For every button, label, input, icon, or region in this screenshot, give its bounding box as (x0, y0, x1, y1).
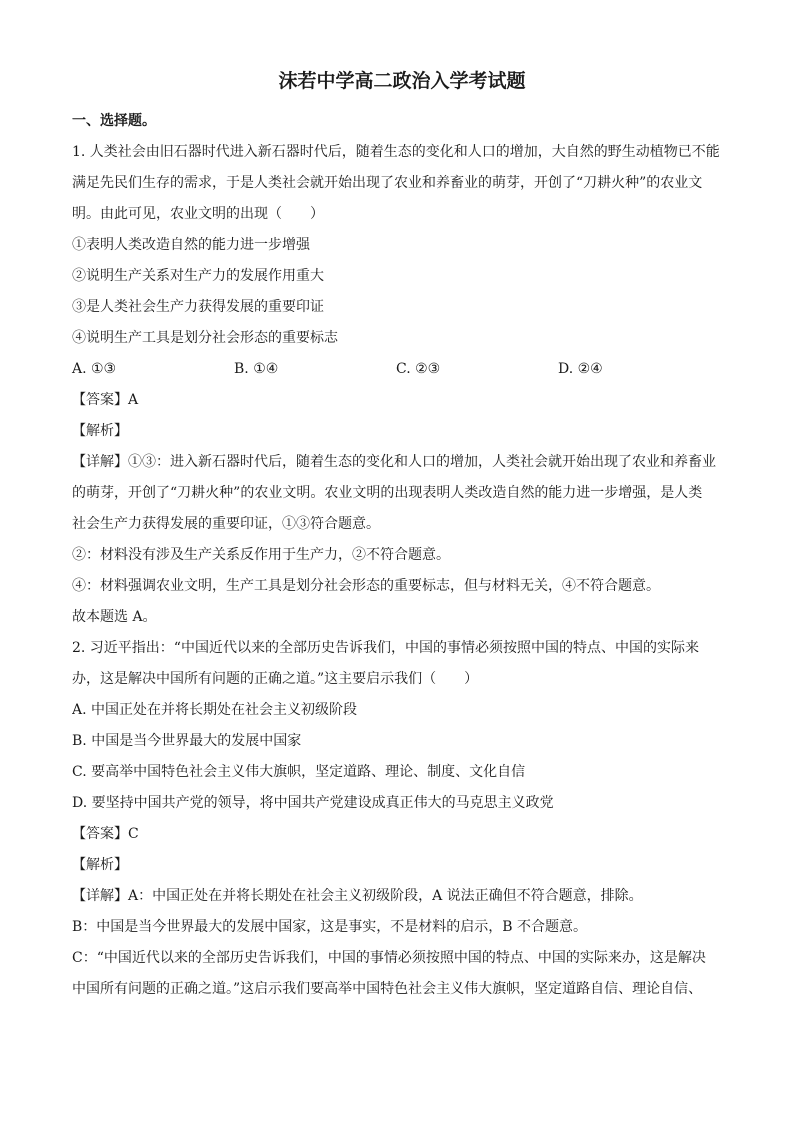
option-c: C. ②③ (396, 361, 441, 377)
statement-2: ②说明生产关系对生产力的发展作用重大 (72, 268, 324, 284)
detail-line: 的萌芽，开创了“刀耕火种”的农业文明。农业文明的出现表明人类改造自然的能力进一步增强，是人类 (72, 485, 703, 501)
section-heading: 一、选择题。 (72, 113, 156, 129)
detail-line: 【详解】A：中国正处在并将长期处在社会主义初级阶段，A 说法正确但不符合题意，排除。 (72, 888, 643, 904)
detail-line: 社会生产力获得发展的重要印证，①③符合题意。 (72, 516, 380, 532)
option-d: D. ②④ (558, 361, 603, 377)
detail-line: 中国所有问题的正确之道。”这启示我们要高举中国特色社会主义伟大旗帜，坚定道路自信、理论自信、 (72, 981, 703, 997)
detail-line: ④：材料强调农业文明，生产工具是划分社会形态的重要标志，但与材料无关，④不符合题意。 (72, 578, 660, 594)
option-d: D. 要坚持中国共产党的领导，将中国共产党建设成真正伟大的马克思主义政党 (72, 795, 554, 811)
question-stem-line: 1. 人类社会由旧石器时代进入新石器时代后，随着生态的变化和人口的增加，大自然的野生动植物已不能 (72, 144, 720, 160)
statement-1: ①表明人类改造自然的能力进一步增强 (72, 237, 310, 253)
detail-line: ②：材料没有涉及生产关系反作用于生产力，②不符合题意。 (72, 547, 450, 563)
detail-line: 故本题选 A。 (72, 609, 157, 625)
detail-line: 【详解】①③：进入新石器时代后，随着生态的变化和人口的增加，人类社会就开始出现了农业和养畜业 (72, 454, 716, 470)
option-a: A. 中国正处在并将长期处在社会主义初级阶段 (72, 702, 358, 718)
q1-options (72, 354, 732, 385)
question-2 (72, 633, 732, 1005)
detail-line: C：“中国近代以来的全部历史告诉我们，中国的事情必须按照中国的特点、中国的实际来办，这是解决 (72, 950, 706, 966)
option-b: B. 中国是当今世界最大的发展中国家 (72, 733, 302, 749)
answer-label: 【答案】C (72, 826, 139, 842)
option-a: A. ①③ (72, 361, 117, 377)
question-stem-line: 办，这是解决中国所有问题的正确之道。”这主要启示我们（ ） (72, 671, 479, 687)
question-stem-line: 明。由此可见，农业文明的出现（ ） (72, 206, 324, 222)
option-c: C. 要高举中国特色社会主义伟大旗帜，坚定道路、理论、制度、文化自信 (72, 764, 526, 780)
page-title: 沫若中学高二政治入学考试题 (278, 70, 526, 92)
statement-3: ③是人类社会生产力获得发展的重要印证 (72, 299, 324, 315)
analysis-label: 【解析】 (72, 423, 128, 439)
statement-4: ④说明生产工具是划分社会形态的重要标志 (72, 330, 338, 346)
question-stem-line: 2. 习近平指出：“中国近代以来的全部历史告诉我们，中国的事情必须按照中国的特点、中国的实际来 (72, 640, 699, 656)
analysis-label: 【解析】 (72, 857, 128, 873)
question-1 (72, 137, 732, 633)
detail-line: B：中国是当今世界最大的发展中国家，这是事实，不是材料的启示，B 不合题意。 (72, 919, 588, 935)
question-stem-line: 满足先民们生存的需求，于是人类社会就开始出现了农业和养畜业的萌芽，开创了“刀耕火种”的农业文 (72, 175, 703, 191)
option-b: B. ①④ (234, 361, 279, 377)
answer-label: 【答案】A (72, 392, 139, 408)
